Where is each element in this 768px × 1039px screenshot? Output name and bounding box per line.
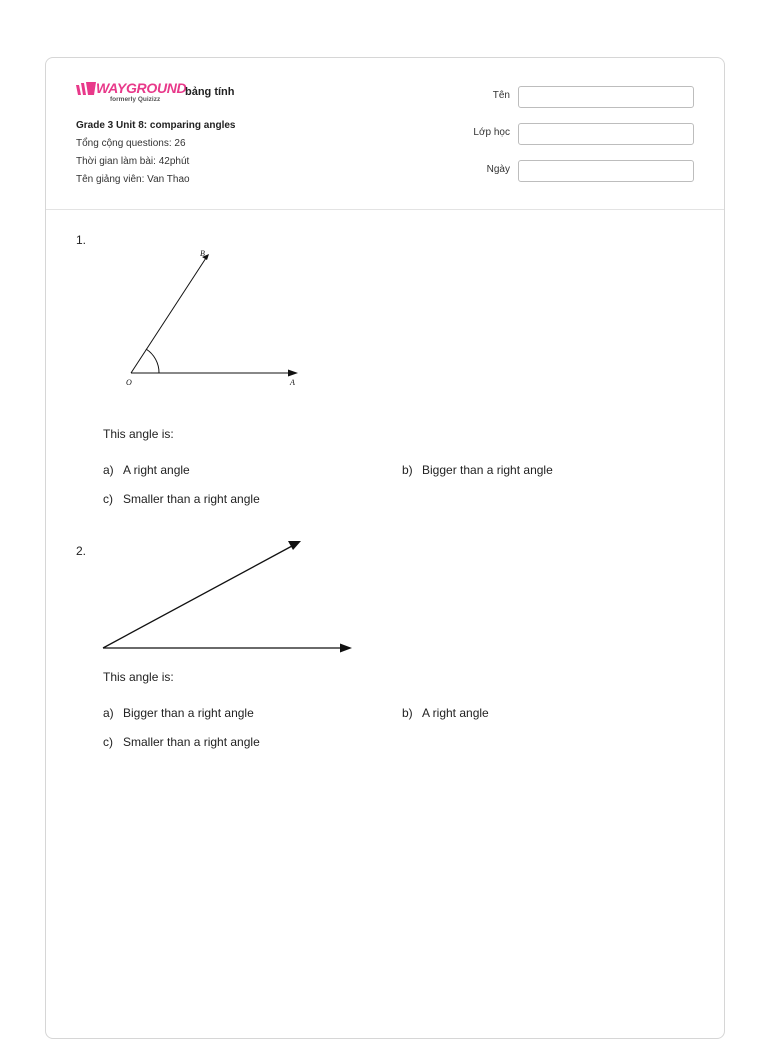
sheet-type-label: bảng tính bbox=[185, 86, 235, 98]
name-field-label: Tên bbox=[492, 90, 510, 101]
option-text: Bigger than a right angle bbox=[422, 463, 553, 477]
logo-wordmark: WAYGROUND bbox=[96, 80, 187, 96]
name-field[interactable] bbox=[518, 86, 694, 108]
option-b[interactable] bbox=[402, 463, 553, 477]
option-c[interactable] bbox=[103, 735, 260, 749]
option-letter: b) bbox=[402, 463, 413, 477]
worksheet-page bbox=[45, 57, 725, 1039]
option-text: Smaller than a right angle bbox=[123, 735, 260, 749]
point-a-label: A bbox=[290, 378, 295, 387]
wayground-logo bbox=[76, 80, 186, 106]
option-a[interactable] bbox=[103, 463, 190, 477]
question-text: This angle is: bbox=[103, 427, 174, 441]
option-c[interactable] bbox=[103, 492, 260, 506]
name-field-row bbox=[446, 86, 694, 108]
class-field-row bbox=[446, 123, 694, 145]
teacher-name: Tên giảng viên: Van Thao bbox=[76, 174, 190, 185]
wayground-mark-icon bbox=[76, 82, 96, 95]
date-field[interactable] bbox=[518, 160, 694, 182]
option-text: Bigger than a right angle bbox=[123, 706, 254, 720]
worksheet-meta bbox=[76, 117, 235, 189]
question-number: 1. bbox=[76, 233, 87, 247]
time-limit: Thời gian làm bài: 42phút bbox=[76, 156, 190, 167]
date-field-label: Ngày bbox=[486, 164, 510, 175]
date-field-row bbox=[446, 160, 694, 182]
option-text: A right angle bbox=[123, 463, 190, 477]
acute-angle-arrows-figure bbox=[96, 536, 358, 656]
option-a[interactable] bbox=[103, 706, 254, 720]
logo-subtitle: formerly Quizizz bbox=[110, 96, 161, 103]
point-b-label: B bbox=[200, 249, 205, 258]
option-letter: c) bbox=[103, 735, 113, 749]
option-letter: a) bbox=[103, 706, 114, 720]
total-questions: Tổng cộng questions: 26 bbox=[76, 138, 186, 149]
angle-boa-figure bbox=[116, 246, 316, 388]
question-number: 2. bbox=[76, 544, 87, 558]
point-o-label: O bbox=[126, 378, 132, 387]
option-letter: a) bbox=[103, 463, 114, 477]
option-letter: b) bbox=[402, 706, 413, 720]
option-b[interactable] bbox=[402, 706, 489, 720]
class-field[interactable] bbox=[518, 123, 694, 145]
option-letter: c) bbox=[103, 492, 113, 506]
worksheet-header bbox=[46, 58, 724, 210]
option-text: Smaller than a right angle bbox=[123, 492, 260, 506]
question-text: This angle is: bbox=[103, 670, 174, 684]
class-field-label: Lớp học bbox=[473, 127, 510, 138]
worksheet-title: Grade 3 Unit 8: comparing angles bbox=[76, 120, 236, 131]
option-text: A right angle bbox=[422, 706, 489, 720]
